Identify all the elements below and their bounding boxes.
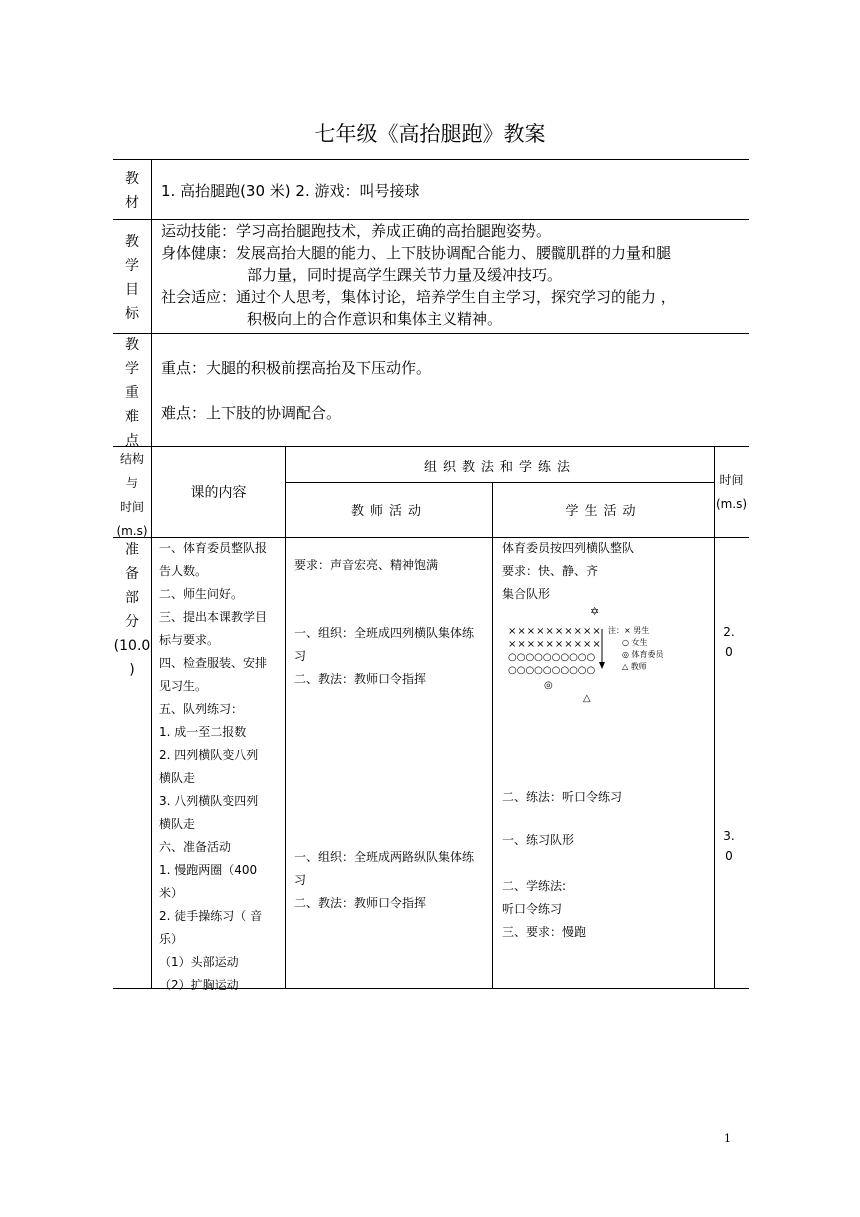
direction-arrow-icon <box>599 629 605 669</box>
content-line: 六、准备活动 <box>159 840 232 854</box>
row-divider-keypoints <box>113 446 749 447</box>
teacher-star-icon: ✡ <box>590 605 600 618</box>
content-line: 三、提出本课教学目 <box>159 610 268 624</box>
formation-row-boys-2: ×××××××××× <box>508 639 602 650</box>
content-line: 告人数。 <box>159 564 208 578</box>
material-label: 教 材 <box>125 171 139 211</box>
time-queue-drill: 2. 0 <box>723 625 735 659</box>
legend-teacher: △ 教师 <box>622 662 647 671</box>
content-header: 课的内容 <box>190 485 247 501</box>
time-header: 时间 (m.s) <box>715 473 748 511</box>
content-line: 1. 成一至二报数 <box>159 725 247 739</box>
content-line: 1. 慢跑两圈（400 <box>159 863 258 877</box>
teacher-triangle-icon: △ <box>583 693 591 704</box>
student-activity-header: 学生活动 <box>565 504 642 519</box>
teacher-block-warmup: 一、组织：全班成两路纵队集体练 习 二、教法：教师口令指挥 <box>294 850 475 910</box>
content-line: 乐） <box>159 932 184 946</box>
page-number: 1 <box>724 1132 731 1145</box>
col-divider-label <box>151 159 152 988</box>
keypoints-label: 教 学 重 难 点 <box>125 337 139 449</box>
legend-girls: ○ 女生 <box>622 638 648 647</box>
objective-social: 社会适应：通过个人思考，集体讨论，培养学生自主学习，探究学习的能力 ， <box>161 288 676 306</box>
structure-time-header: 结构 与 时间 (m.s) <box>116 452 148 538</box>
content-line: 横队走 <box>159 771 196 785</box>
monitor-circle-icon: ◎ <box>544 680 553 691</box>
objective-health-cont: 部力量，同时提高学生踝关节力量及缓冲技巧。 <box>247 266 563 284</box>
material-content: 1. 高抬腿跑(30 米) 2. 游戏：叫号接球 <box>161 182 420 200</box>
formation-row-girls-1: ○○○○○○○○○○ <box>508 652 596 663</box>
content-line: 二、师生问好。 <box>159 587 244 601</box>
content-line: （1）头部运动 <box>159 955 239 969</box>
key-point: 重点：大腿的积极前摆高抬及下压动作。 <box>161 359 432 377</box>
content-line: 见习生。 <box>159 679 208 693</box>
content-line: 五、队列练习： <box>159 702 244 716</box>
col-divider-time <box>714 446 715 988</box>
formation-row-boys-1: ×××××××××× <box>508 626 602 637</box>
legend-monitor: ◎ 体育委员 <box>622 650 664 659</box>
legend-boys: × 男生 <box>624 626 650 635</box>
content-line: 横队走 <box>159 817 196 831</box>
student-block-warmup: 一、练习队形 二、学练法: 听口令练习 三、要求：慢跑 <box>502 833 587 939</box>
content-line: 一、体育委员整队报 <box>159 541 268 555</box>
content-line: 2. 四列横队变八列 <box>159 748 259 762</box>
document-title: 七年级《高抬腿跑》教案 <box>314 122 546 146</box>
content-line: （2）扩胸运动 <box>159 978 239 992</box>
row-divider-methods-header <box>285 482 714 483</box>
content-line: 米） <box>159 886 184 900</box>
objectives-content <box>161 220 676 330</box>
formation-diagram <box>508 605 708 710</box>
prep-content <box>159 537 283 997</box>
col-divider-teacher <box>492 482 493 988</box>
teacher-block-queue: 一、组织：全班成四列横队集体练 习 二、教法：教师口令指挥 <box>294 626 475 686</box>
objective-motor-skill: 运动技能：学习高抬腿跑技术，养成正确的高抬腿跑姿势。 <box>161 222 552 240</box>
content-line: 四、检查服装、安排 <box>159 656 268 670</box>
content-line: 标与要求。 <box>159 633 220 647</box>
prep-section-label: 准 备 部 分 (10.0 ) <box>113 542 151 678</box>
objectives-label: 教 学 目 标 <box>125 234 139 322</box>
student-block-gather: 体育委员按四列横队整队 要求：快、静、齐 集合队形 <box>502 541 635 601</box>
formation-row-girls-2: ○○○○○○○○○○ <box>508 665 596 676</box>
difficulty-point: 难点：上下肢的协调配合。 <box>161 404 342 422</box>
table-border-top <box>113 159 749 160</box>
time-warmup: 3. 0 <box>723 829 735 863</box>
content-line: 3. 八列横队变四列 <box>159 794 259 808</box>
objective-social-cont: 积极向上的合作意识和集体主义精神。 <box>247 310 503 328</box>
row-divider-objectives <box>113 333 749 334</box>
objective-health: 身体健康：发展高抬大腿的能力、上下肢协调配合能力、腰髋肌群的力量和腿 <box>161 244 672 262</box>
student-drill-method: 二、练法：听口令练习 <box>502 790 623 804</box>
teacher-requirement: 要求：声音宏亮、精神饱满 <box>294 558 439 572</box>
formation-legend: 注：× 男生 ○ 女生 ◎ 体育委员 △ 教师 <box>608 626 664 671</box>
col-divider-content <box>285 446 286 988</box>
content-line: 2. 徒手操练习（ 音 <box>159 909 263 923</box>
methods-header: 组织教法和学练法 <box>423 460 576 475</box>
teacher-activity-header: 教师活动 <box>350 504 427 519</box>
